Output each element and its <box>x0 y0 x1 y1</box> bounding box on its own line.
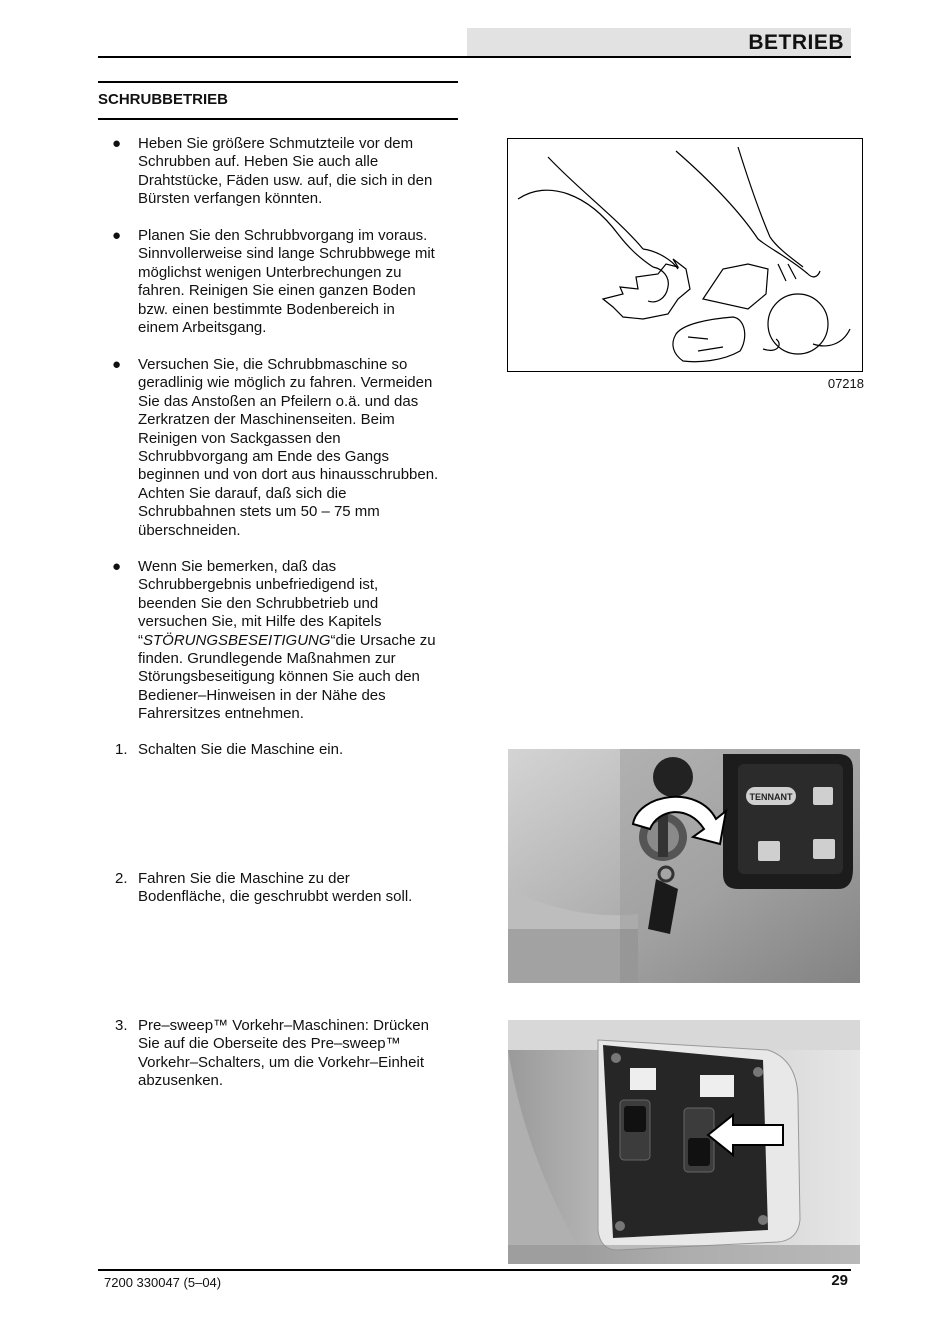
presweep-switch-photo <box>508 1020 860 1264</box>
footer-rule <box>98 1269 851 1271</box>
bullet-text: Heben Sie größere Schmutzteile vor dem Schrubben auf. Heben Sie auch alle Drahtstücke, Fäden usw. auf, die sich in den Bürsten verfangen könnten. <box>138 135 433 208</box>
bullet-text-before: Wenn Sie bemerken, daß das Schrubbergebnis unbefriedigend ist, beenden Sie den Schrubbetrieb und versuchen Sie, mit Hilfe des Kapitels “ <box>138 558 382 649</box>
page-title: BETRIEB <box>748 31 844 54</box>
bullet-icon: ● <box>112 356 122 373</box>
step-text: Fahren Sie die Maschine zu der Bodenfläche, die geschrubbt werden soll. <box>138 870 413 906</box>
ignition-key-photo <box>508 749 860 983</box>
bullet-text <box>138 558 468 724</box>
section-rule-bottom <box>98 118 458 120</box>
switch-panel-graphic <box>508 1020 860 1264</box>
bullet-text-after: “die Ursache zu finden. Grundlegende Maßnahmen zur Störungsbeseitigung können Sie auch den Bediener–Hinweisen in der Nähe des Fahrersitzes entnehmen. <box>138 631 436 723</box>
step-text: Pre–sweep™ Vorkehr–Maschinen: Drücken Sie auf die Oberseite des Pre–sweep™ Vorkehr–Schalters, um die Vorkehr–Einheit abzusenken. <box>138 1017 429 1090</box>
document-code: 7200 330047 (5–04) <box>104 1275 222 1290</box>
panel-logo: TENNANT <box>749 792 793 802</box>
bullet-icon: ● <box>112 227 122 244</box>
chapter-reference: STÖRUNGSBESEITIGUNG <box>143 631 331 649</box>
step-text: Schalten Sie die Maschine ein. <box>138 741 344 758</box>
bullet-icon: ● <box>112 135 122 152</box>
step-number: 1. <box>115 741 128 758</box>
bullet-icon: ● <box>112 558 122 575</box>
hands-picking-debris-drawing <box>508 139 861 370</box>
section-title: SCHRUBBETRIEB <box>98 91 229 108</box>
step-number: 3. <box>115 1017 128 1034</box>
header-rule <box>98 56 851 58</box>
page-number: 29 <box>831 1272 848 1289</box>
step-number: 2. <box>115 870 128 887</box>
bullet-text: Planen Sie den Schrubbvorgang im voraus. Sinnvollerweise sind lange Schrubbwege mit möglichst wenigen Unterbrechungen zu fahren. Reinigen Sie einen ganzen Boden bzw. einen bestimmte Bodenbereich in einem Arbeitsgang. <box>138 227 435 337</box>
bullet-text: Versuchen Sie, die Schrubbmaschine so geradlinig wie möglich zu fahren. Vermeiden Sie das Anstoßen an Pfeilern o.ä. und das Zerkratzen der Maschinenseiten. Beim Reinigen von Sackgassen den Schrubbvorgang am Ende des Gangs beginnen und von dort aus hinausschrubben. Achten Sie darauf, daß sich die Schrubbahnen stets um 50 – 75 mm überschneiden. <box>138 356 439 539</box>
figure-caption: 07218 <box>827 376 864 391</box>
ignition-photo-graphic <box>508 749 860 983</box>
debris-illustration <box>507 138 863 372</box>
section-rule-top <box>98 81 458 83</box>
